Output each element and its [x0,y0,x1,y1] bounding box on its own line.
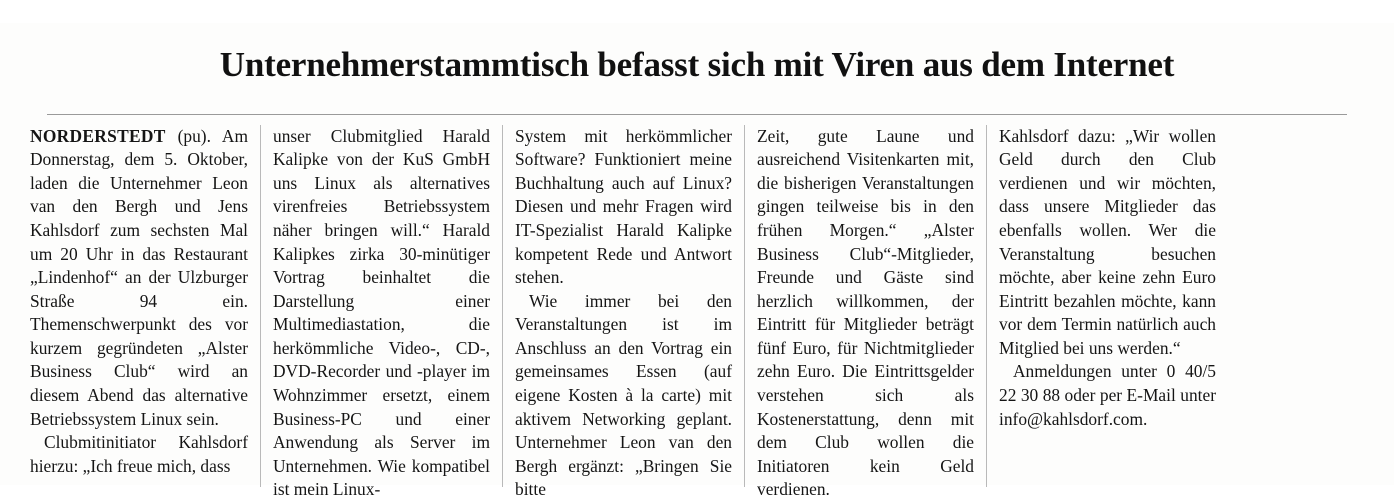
paragraph: unser Clubmitglied Harald Kalipke von der KuS GmbH uns Linux als alternatives virenfreies Betriebssystem näher bringen will.“ Harald Kalipkes zirka 30-minütiger Vortrag beinhaltet die Darstellung einer Multimediastation, die herkömmliche Video-, CD-, DVD-Recorder und -player im Wohnzimmer ersetzt, einem Business-PC und einer Anwendung als Server im Unternehmen. Wie kompatibel ist mein Linux- [273,125,490,500]
paragraph [30,125,248,432]
paragraph: Clubmitinitiator Kahlsdorf hierzu: „Ich freue mich, dass [30,432,248,476]
paragraph: Kahlsdorf dazu: „Wir wollen Geld durch den Club verdienen und wir möchten, dass unsere Mitglieder das ebenfalls wollen. Wer die Veranstaltung besuchen möchte, aber keine zehn Euro Eintritt bezahlen möchte, kann vor dem Termin natürlich auch Mitglied bei uns werden.“ [999,125,1216,358]
dateline-city: NORDERSTEDT [30,125,166,146]
newspaper-article-page [0,23,1394,500]
page-title: Unternehmerstammtisch befasst sich mit Viren aus dem Internet [219,45,1175,85]
article-column-4 [744,125,986,500]
paragraph: Zeit, gute Laune und ausreichend Visitenkarten mit, die bisherigen Veranstaltungen gingen teilweise bis in den frühen Morgen.“ „Alster Business Club“-Mitglieder, Freunde und Gäste sind herzlich willkommen, der Eintritt für Mitglieder beträgt fünf Euro, für Nichtmitglieder zehn Euro. Die Eintrittsgelder verstehen sich als Kostenerstattung, denn mit dem Club wollen die Initiatoren kein Geld verdienen. [757,125,974,500]
article-columns [0,115,1394,500]
dateline-author: (pu). [177,125,211,146]
article-column-2 [260,125,502,500]
paragraph: Anmeldungen unter 0 40/5 22 30 88 oder per E-Mail unter info@kahlsdorf.com. [999,361,1216,429]
article-column-3 [502,125,744,500]
paragraph: System mit herkömmlicher Software? Funktioniert meine Buchhaltung auch auf Linux? Diesen und mehr Fragen wird IT-Spezialist Harald Kalipke kompetent Rede und Antwort stehen. [515,125,732,288]
paragraph-text: Am Donnerstag, dem 5. Oktober, laden die Unternehmer Leon van den Bergh und Jens Kahlsdorf zum sechsten Mal um 20 Uhr in das Restaurant „Lindenhof“ an der Ulzburger Straße 94 ein. Themenschwerpunkt des vor kurzem gegründeten „Alster Business Club“ wird an diesem Abend das alternative Betriebssystem Linux sein. [30,125,248,429]
paragraph: Wie immer bei den Veranstaltungen ist im Anschluss an den Vortrag ein gemeinsames Essen (auf eigene Kosten à la carte) mit aktivem Networking geplant. Unternehmer Leon van den Bergh ergänzt: „Bringen Sie bitte [515,290,732,500]
article-column-5 [986,125,1228,487]
article-column-1 [18,125,260,487]
